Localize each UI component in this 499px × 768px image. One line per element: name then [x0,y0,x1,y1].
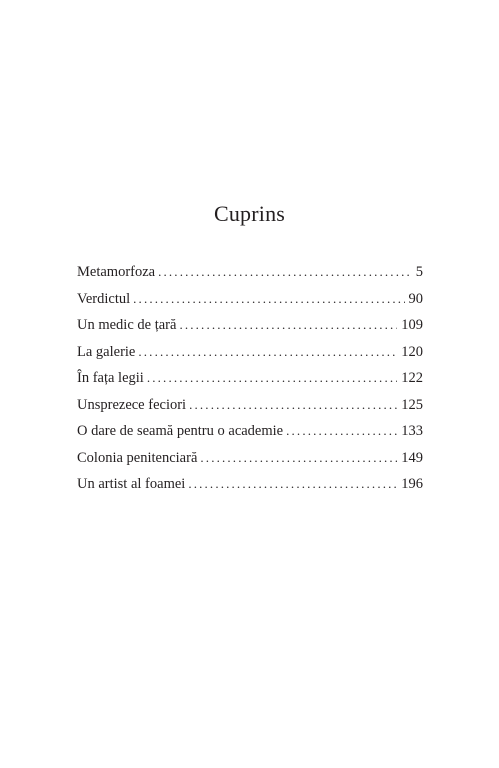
toc-entry-title: Colonia penitenciară [77,449,198,466]
toc-entry-page: 109 [401,317,423,333]
dot-leader [138,342,397,362]
toc-entry-page: 196 [401,476,423,492]
toc-entry-page: 120 [401,343,423,360]
toc-entry-title: Un artist al foamei [77,476,186,492]
table-of-contents [77,262,423,501]
toc-entry [77,289,423,316]
toc-entry [77,315,423,342]
toc-entry [77,474,423,501]
toc-entry-title: Verdictul [77,290,131,307]
toc-entry [77,421,423,448]
toc-entry [77,448,423,475]
toc-entry-page: 5 [415,264,423,280]
toc-entry-title: O dare de seamă pentru o academie [77,423,284,439]
toc-entry [77,395,423,422]
toc-entry-page: 122 [401,370,423,386]
dot-leader [286,421,397,441]
toc-entry-title: La galerie [77,343,136,360]
dot-leader [179,315,397,335]
toc-entry-page: 133 [401,423,423,439]
dot-leader [188,474,397,494]
toc-entry [77,368,423,395]
toc-entry [77,342,423,369]
toc-entry-title: Unsprezece feciori [77,396,187,413]
toc-entry-page: 149 [401,449,423,466]
dot-leader [200,448,397,468]
dot-leader [147,368,397,388]
toc-entry [77,262,423,289]
toc-entry-title: Metamorfoza [77,264,156,280]
toc-entry-title: În fața legii [77,370,144,386]
toc-entry-title: Un medic de țară [77,317,177,333]
page-title: Cuprins [213,201,286,226]
toc-entry-page: 125 [401,396,423,413]
dot-leader [133,289,404,309]
dot-leader [189,395,397,415]
dot-leader [158,262,412,282]
toc-entry-page: 90 [408,290,423,307]
